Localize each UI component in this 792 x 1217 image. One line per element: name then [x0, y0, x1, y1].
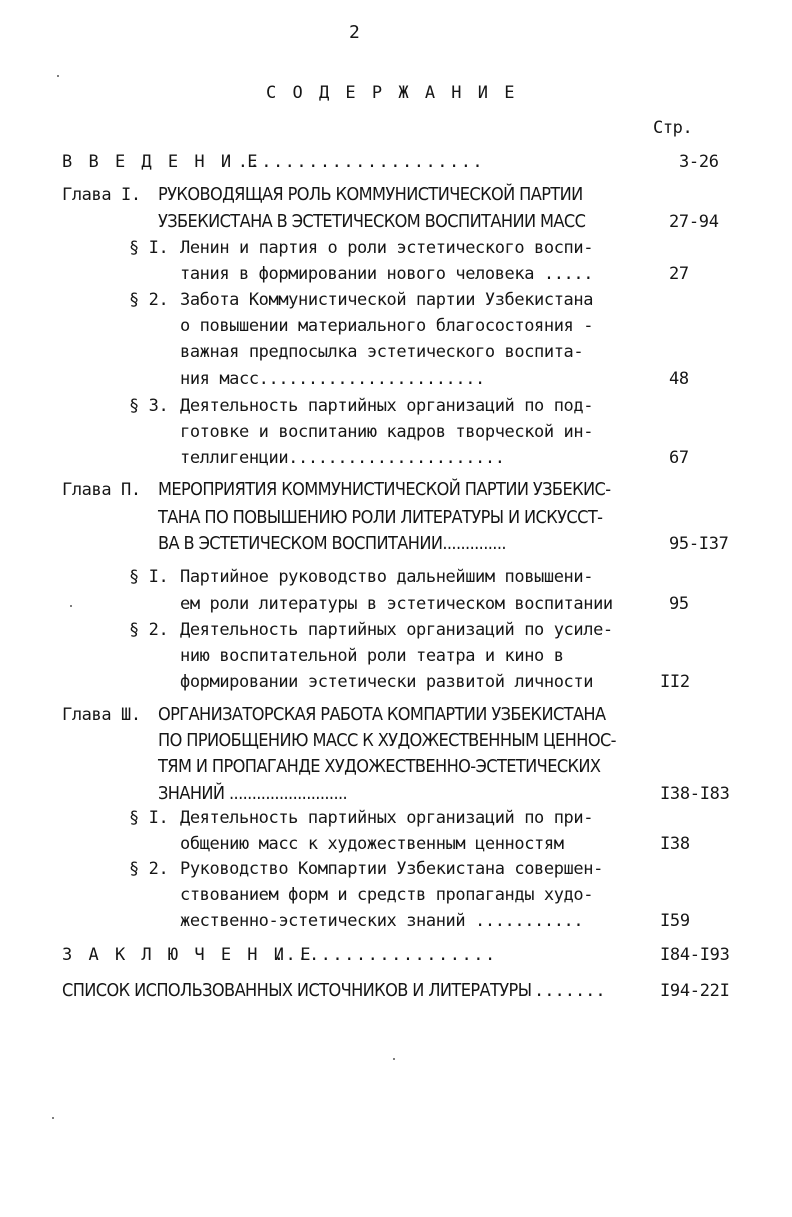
section-page: I38	[660, 834, 690, 854]
section-line: тания в формировании нового человека .....	[180, 264, 594, 284]
chapter-page: I38-I83	[660, 784, 730, 804]
page-column-label: Стр.	[653, 118, 693, 138]
chapter-number: Глава Ш.	[62, 705, 141, 725]
section-page: I59	[660, 911, 690, 931]
scan-speck	[52, 1117, 54, 1119]
chapter-page: 27-94	[669, 212, 719, 232]
section-line: ем роли литературы в эстетическом воспитании	[180, 594, 613, 614]
introduction-page: 3-26	[679, 152, 719, 172]
chapter-title-line: МЕРОПРИЯТИЯ КОММУНИСТИЧЕСКОЙ ПАРТИИ УЗБЕКИС-	[158, 479, 611, 500]
section-line: нию воспитательной роли театра и кино в	[180, 646, 564, 666]
chapter-number: Глава I.	[62, 185, 141, 205]
section-line: важная предпосылка эстетического воспита-	[180, 342, 584, 362]
section-number: § 2.	[129, 620, 169, 640]
scan-speck	[70, 605, 72, 607]
chapter-title-line: ПО ПРИОБЩЕНИЮ МАСС К ХУДОЖЕСТВЕННЫМ ЦЕННОС-	[158, 730, 616, 751]
section-line: общению масс к художественным ценностям	[180, 834, 564, 854]
section-number: § 2.	[129, 859, 169, 879]
section-page: 95	[669, 594, 689, 614]
section-line: Деятельность партийных организаций по при-	[180, 808, 594, 828]
bibliography-leader-dots: .......	[534, 981, 606, 1001]
chapter-title-line: УЗБЕКИСТАНА В ЭСТЕТИЧЕСКОМ ВОСПИТАНИИ МАСС	[158, 211, 586, 232]
bibliography-page: I94-22I	[660, 981, 730, 1001]
section-line: Партийное руководство дальнейшим повышени-	[180, 567, 594, 587]
chapter-number: Глава П.	[62, 480, 141, 500]
section-line: ния масс.......................	[180, 369, 485, 389]
conclusion-page: I84-I93	[660, 945, 730, 965]
contents-title: С О Д Е Р Ж А Н И Е	[266, 83, 518, 103]
section-line: жественно-эстетических знаний ...........	[180, 911, 584, 931]
chapter-title-line: ТАНА ПО ПОВЫШЕНИЮ РОЛИ ЛИТЕРАТУРЫ И ИСКУССТ-	[158, 507, 603, 528]
chapter-title-line: ОРГАНИЗАТОРСКАЯ РАБОТА КОМПАРТИИ УЗБЕКИСТАНА	[158, 704, 606, 725]
section-line: теллигенции......................	[180, 448, 505, 468]
section-line: Забота Коммунистической партии Узбекистана	[180, 290, 594, 310]
chapter-title-line: ЗНАНИЙ ..........................	[158, 783, 348, 804]
section-number: § I.	[129, 808, 169, 828]
section-page: 48	[669, 369, 689, 389]
section-line: Руководство Компартии Узбекистана совершен-	[180, 859, 603, 879]
section-page: II2	[660, 672, 690, 692]
chapter-page: 95-I37	[669, 534, 729, 554]
section-page: 27	[669, 264, 689, 284]
scan-speck	[57, 75, 59, 77]
section-line: Ленин и партия о роли эстетического воспи-	[180, 238, 594, 258]
page-number: 2	[349, 22, 360, 43]
section-line: Деятельность партийных организаций по усиле-	[180, 620, 613, 640]
bibliography-label: СПИСОК ИСПОЛЬЗОВАННЫХ ИСТОЧНИКОВ И ЛИТЕРАТУРЫ	[62, 980, 532, 1001]
section-number: § I.	[129, 567, 169, 587]
conclusion-leader-dots: ...................	[262, 945, 497, 965]
section-line: о повышении материального благосостояния -	[180, 316, 594, 336]
section-line: ствованием форм и средств пропаганды худо-	[180, 885, 594, 905]
chapter-title-line: РУКОВОДЯЩАЯ РОЛЬ КОММУНИСТИЧЕСКОЙ ПАРТИИ	[158, 184, 583, 205]
section-number: § I.	[129, 238, 169, 258]
chapter-title-line: ТЯМ И ПРОПАГАНДЕ ХУДОЖЕСТВЕННО-ЭСТЕТИЧЕСКИХ	[158, 756, 601, 777]
section-line: Деятельность партийных организаций по под-	[180, 396, 594, 416]
conclusion-label: З А К Л Ю Ч Е Н И Е	[62, 945, 314, 965]
section-number: § 2.	[129, 290, 169, 310]
section-number: § 3.	[129, 396, 169, 416]
section-page: 67	[669, 448, 689, 468]
section-line: готовке и воспитанию кадров творческой ин-	[180, 422, 594, 442]
introduction-label: В В Е Д Е Н И Е	[62, 152, 261, 172]
section-line: формировании эстетически развитой личности	[180, 672, 594, 692]
introduction-leader-dots: .....................	[226, 152, 485, 172]
scan-speck	[393, 1058, 395, 1060]
chapter-title-line: ВА В ЭСТЕТИЧЕСКОМ ВОСПИТАНИИ..............	[158, 533, 506, 554]
